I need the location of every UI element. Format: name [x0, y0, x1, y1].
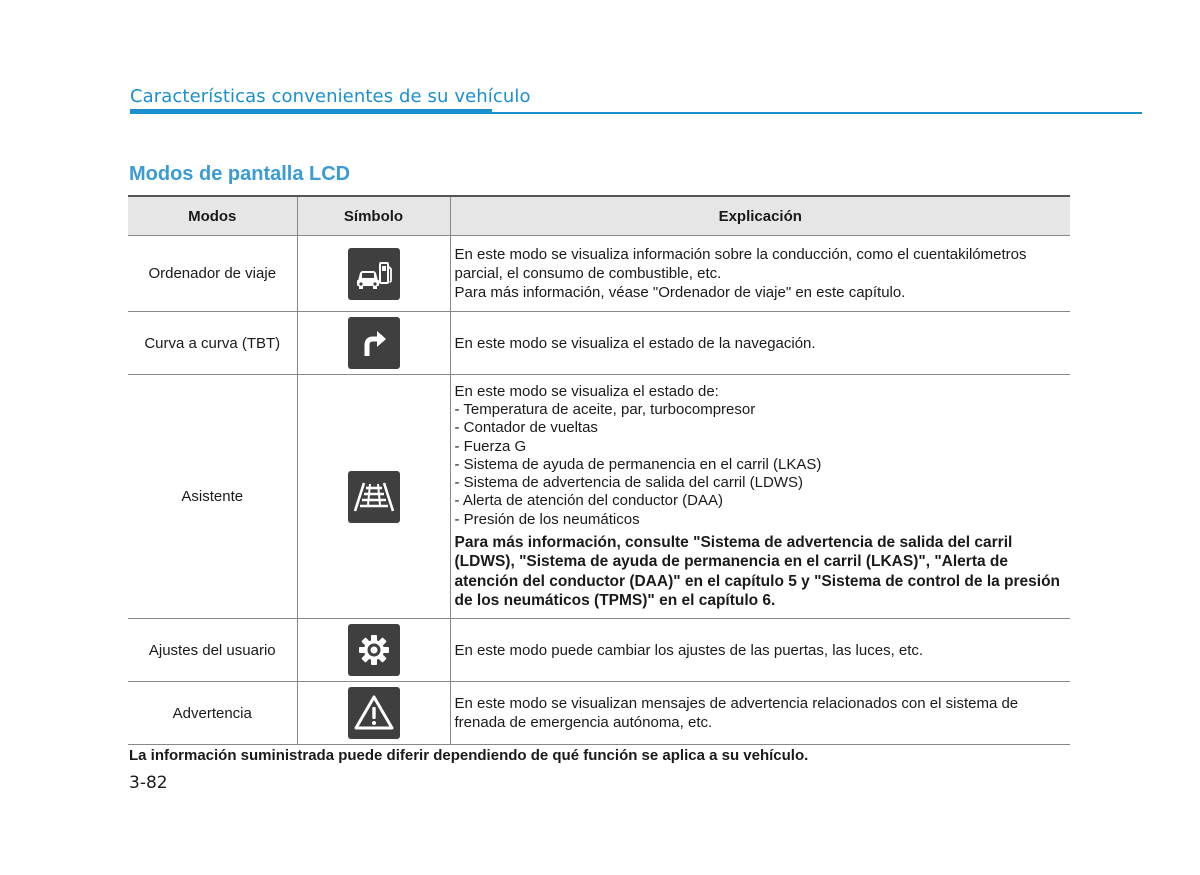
- explanation-cell: [450, 682, 1070, 745]
- symbol-cell: [297, 375, 450, 619]
- explanation-cell: [450, 375, 1070, 619]
- symbol-cell: [297, 312, 450, 375]
- mode-name: Ajustes del usuario: [128, 619, 297, 682]
- table-row: [128, 236, 1070, 312]
- table-row: [128, 375, 1070, 619]
- warning-triangle-icon: [348, 687, 400, 739]
- lcd-modes-table: [128, 195, 1070, 745]
- table-row: [128, 619, 1070, 682]
- symbol-cell: [297, 619, 450, 682]
- explanation-cell: [450, 312, 1070, 375]
- explanation-cell: [450, 236, 1070, 312]
- section-title: Modos de pantalla LCD: [129, 163, 351, 185]
- fuel-pump-car-icon: [348, 248, 400, 300]
- list-item: - Contador de vueltas: [454, 419, 598, 437]
- turn-right-arrow-icon: [348, 317, 400, 369]
- page-number: 3-82: [129, 773, 168, 793]
- symbol-cell: [297, 682, 450, 745]
- running-header: Características convenientes de su vehículo: [130, 86, 531, 107]
- column-header-symbol: Símbolo: [297, 196, 450, 236]
- explanation-line: parcial, el consumo de combustible, etc.: [454, 265, 722, 282]
- list-item: - Alerta de atención del conductor (DAA): [454, 492, 723, 510]
- gear-icon: [348, 624, 400, 676]
- lane-assist-icon: [348, 471, 400, 523]
- explanation-cell: [450, 619, 1070, 682]
- table-row: [128, 312, 1070, 375]
- list-item: - Presión de los neumáticos: [454, 510, 640, 528]
- mode-name: Ordenador de viaje: [128, 236, 297, 312]
- explanation-line: frenada de emergencia autónoma, etc.: [454, 714, 713, 731]
- table-row: [128, 682, 1070, 745]
- table-header-row: [128, 196, 1070, 236]
- list-item: - Sistema de advertencia de salida del carril (LDWS): [454, 474, 803, 492]
- explanation-line: Para más información, véase "Ordenador de viaje" en este capítulo.: [454, 284, 906, 301]
- explanation-line: En este modo se visualizan mensajes de advertencia relacionados con el sistema de: [454, 695, 1019, 712]
- symbol-cell: [297, 236, 450, 312]
- footnote: La información suministrada puede diferir dependiendo de qué función se aplica a su vehículo.: [129, 747, 809, 764]
- header-rule-accent: [130, 109, 492, 114]
- list-item: - Fuerza G: [454, 437, 527, 455]
- explanation-line: En este modo puede cambiar los ajustes de las puertas, las luces, etc.: [454, 641, 924, 659]
- reference-note: Para más información, consulte "Sistema de advertencia de salida del carril (LDWS), "Sistema de ayuda de permanencia en el carril (LKAS)", "Alerta de atención del conductor (DAA)" en el capítulo 5 y "Sistema de control de la presión de los neumáticos (TPMS)" en el capítulo 6.: [454, 533, 1061, 610]
- explanation-line: En este modo se visualiza información sobre la conducción, como el cuentakilómetros: [454, 246, 1027, 263]
- list-item: - Temperatura de aceite, par, turbocompresor: [454, 401, 756, 419]
- list-item: - Sistema de ayuda de permanencia en el carril (LKAS): [454, 455, 822, 473]
- explanation-line: En este modo se visualiza el estado de la navegación.: [454, 334, 816, 352]
- mode-name: Asistente: [128, 375, 297, 619]
- mode-name: Curva a curva (TBT): [128, 312, 297, 375]
- feature-list: [455, 401, 1067, 528]
- mode-name: Advertencia: [128, 682, 297, 745]
- column-header-explanation: Explicación: [450, 196, 1070, 236]
- column-header-modes: Modos: [128, 196, 297, 236]
- explanation-intro: En este modo se visualiza el estado de:: [454, 383, 719, 401]
